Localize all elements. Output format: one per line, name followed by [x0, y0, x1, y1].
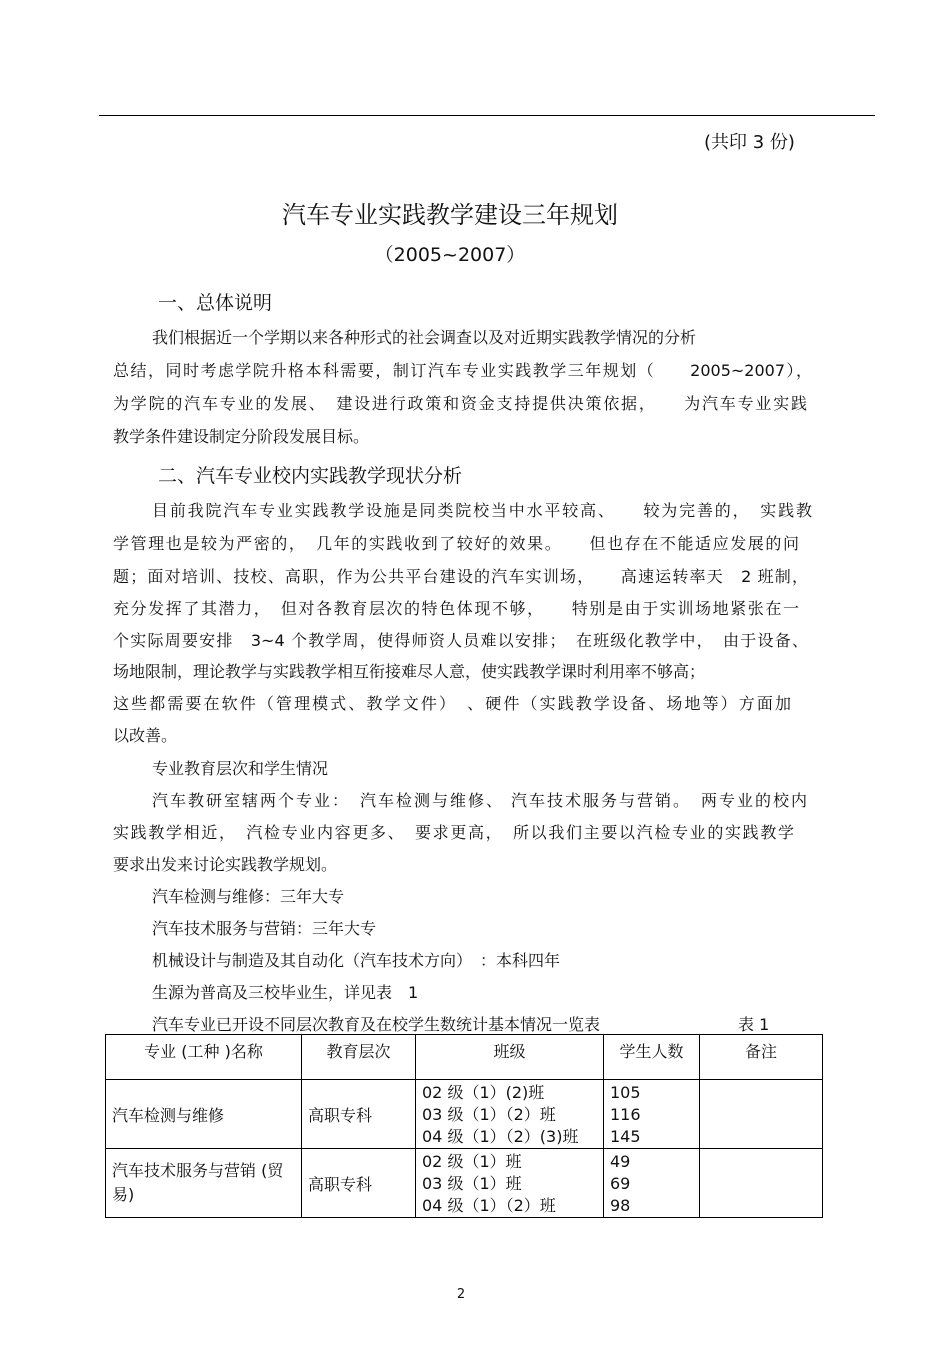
para2-line-3: 要求出发来讨论实践教学规划。 [113, 855, 338, 874]
cell-level: 高职专科 [302, 1149, 416, 1218]
column-header-name: 专业 (工种 )名称 [106, 1035, 302, 1080]
header-rule [99, 115, 875, 116]
section2-line-4: 充分发挥了其潜力， 但对各教育层次的特色体现不够， 特别是由于实训场地紧张在一 [113, 599, 799, 618]
cell-note [700, 1149, 823, 1218]
section1-line-4: 教学条件建设制定分阶段发展目标。 [113, 427, 370, 446]
program-item: 机械设计与制造及其自动化（汽车技术方向） ：本科四年 [152, 951, 561, 970]
section2-line-3: 题；面对培训、技校、高职，作为公共平台建设的汽车实训场， 高速运转率天 2 班制， [113, 567, 808, 586]
page-number: 2 [456, 1287, 466, 1302]
column-header-level: 教育层次 [302, 1035, 416, 1080]
class-entry: 03 级（1）（2）班 [422, 1105, 556, 1124]
section1-line-3: 为学院的汽车专业的发展、 建设进行政策和资金支持提供决策依据， 为汽车专业实践 [113, 394, 807, 413]
count-entry: 49 [610, 1152, 631, 1171]
table-row [106, 1080, 823, 1149]
column-header-count: 学生人数 [604, 1035, 700, 1080]
section2-line-1: 目前我院汽车专业实践教学设施是同类院校当中水平较高、 较为完善的， 实践教 [152, 501, 812, 520]
document-title: 汽车专业实践教学建设三年规划 [282, 201, 618, 229]
count-entry: 69 [610, 1174, 631, 1193]
class-entry: 02 级（1）班 [422, 1152, 522, 1171]
program-item: 汽车检测与维修：三年大专 [152, 887, 345, 906]
section2-line-7: 这些都需要在软件（管理模式、教学文件） 、硬件（实践教学设备、场地等）方面加 [113, 694, 791, 713]
class-entry: 03 级（1）班 [422, 1174, 522, 1193]
class-entry: 04 级（1）（2）班 [422, 1196, 556, 1215]
section2-line-8: 以改善。 [113, 726, 178, 745]
copies-note: (共印 3 份) [704, 132, 795, 153]
table-label: 表 1 [738, 1015, 770, 1034]
section1-heading: 一、总体说明 [158, 292, 273, 314]
column-header-classes: 班级 [416, 1035, 604, 1080]
count-entry: 116 [610, 1105, 641, 1124]
cell-classes [416, 1080, 604, 1149]
table-row [106, 1149, 823, 1218]
table-caption: 汽车专业已开设不同层次教育及在校学生数统计基本情况一览表 [152, 1015, 601, 1034]
cell-level: 高职专科 [302, 1080, 416, 1149]
document-years: （2005~2007） [374, 244, 526, 266]
section1-line-1: 我们根据近一个学期以来各种形式的社会调查以及对近期实践教学情况的分析 [152, 328, 697, 347]
source-note: 生源为普高及三校毕业生，详见表 1 [152, 983, 419, 1002]
section2-heading: 二、汽车专业校内实践教学现状分析 [158, 465, 463, 487]
section2-line-6: 场地限制，理论教学与实践教学相互衔接难尽人意，使实践教学课时利用率不够高； [113, 662, 706, 681]
cell-count [604, 1149, 700, 1218]
student-statistics-table [105, 1034, 823, 1218]
table-header-row [106, 1035, 823, 1080]
cell-classes [416, 1149, 604, 1218]
para2-line-2: 实践教学相近， 汽检专业内容更多、 要求更高， 所以我们主要以汽检专业的实践教学 [113, 823, 794, 842]
count-entry: 105 [610, 1083, 641, 1102]
class-entry: 04 级（1）（2）(3)班 [422, 1127, 579, 1146]
para2-line-1: 汽车教研室辖两个专业： 汽车检测与维修、 汽车技术服务与营销。 两专业的校内 [152, 791, 807, 810]
section2-line-5: 个实际周要安排 3~4 个教学周，使得师资人员难以安排； 在班级化教学中， 由于设备、 [113, 631, 808, 650]
cell-name: 汽车检测与维修 [106, 1080, 302, 1149]
program-item: 汽车技术服务与营销：三年大专 [152, 919, 377, 938]
class-entry: 02 级（1）(2)班 [422, 1083, 545, 1102]
section2-line-2: 学管理也是较为严密的， 几年的实践收到了较好的效果。 但也存在不能适应发展的问 [113, 534, 799, 553]
column-header-note: 备注 [700, 1035, 823, 1080]
cell-count [604, 1080, 700, 1149]
section1-line-2: 总结，同时考虑学院升格本科需要，制订汽车专业实践教学三年规划（ 2005~2007）， [113, 361, 812, 380]
count-entry: 98 [610, 1196, 631, 1215]
count-entry: 145 [610, 1127, 641, 1146]
cell-note [700, 1080, 823, 1149]
education-levels-subheading: 专业教育层次和学生情况 [152, 759, 329, 778]
cell-name: 汽车技术服务与营销 (贸易) [106, 1149, 302, 1218]
